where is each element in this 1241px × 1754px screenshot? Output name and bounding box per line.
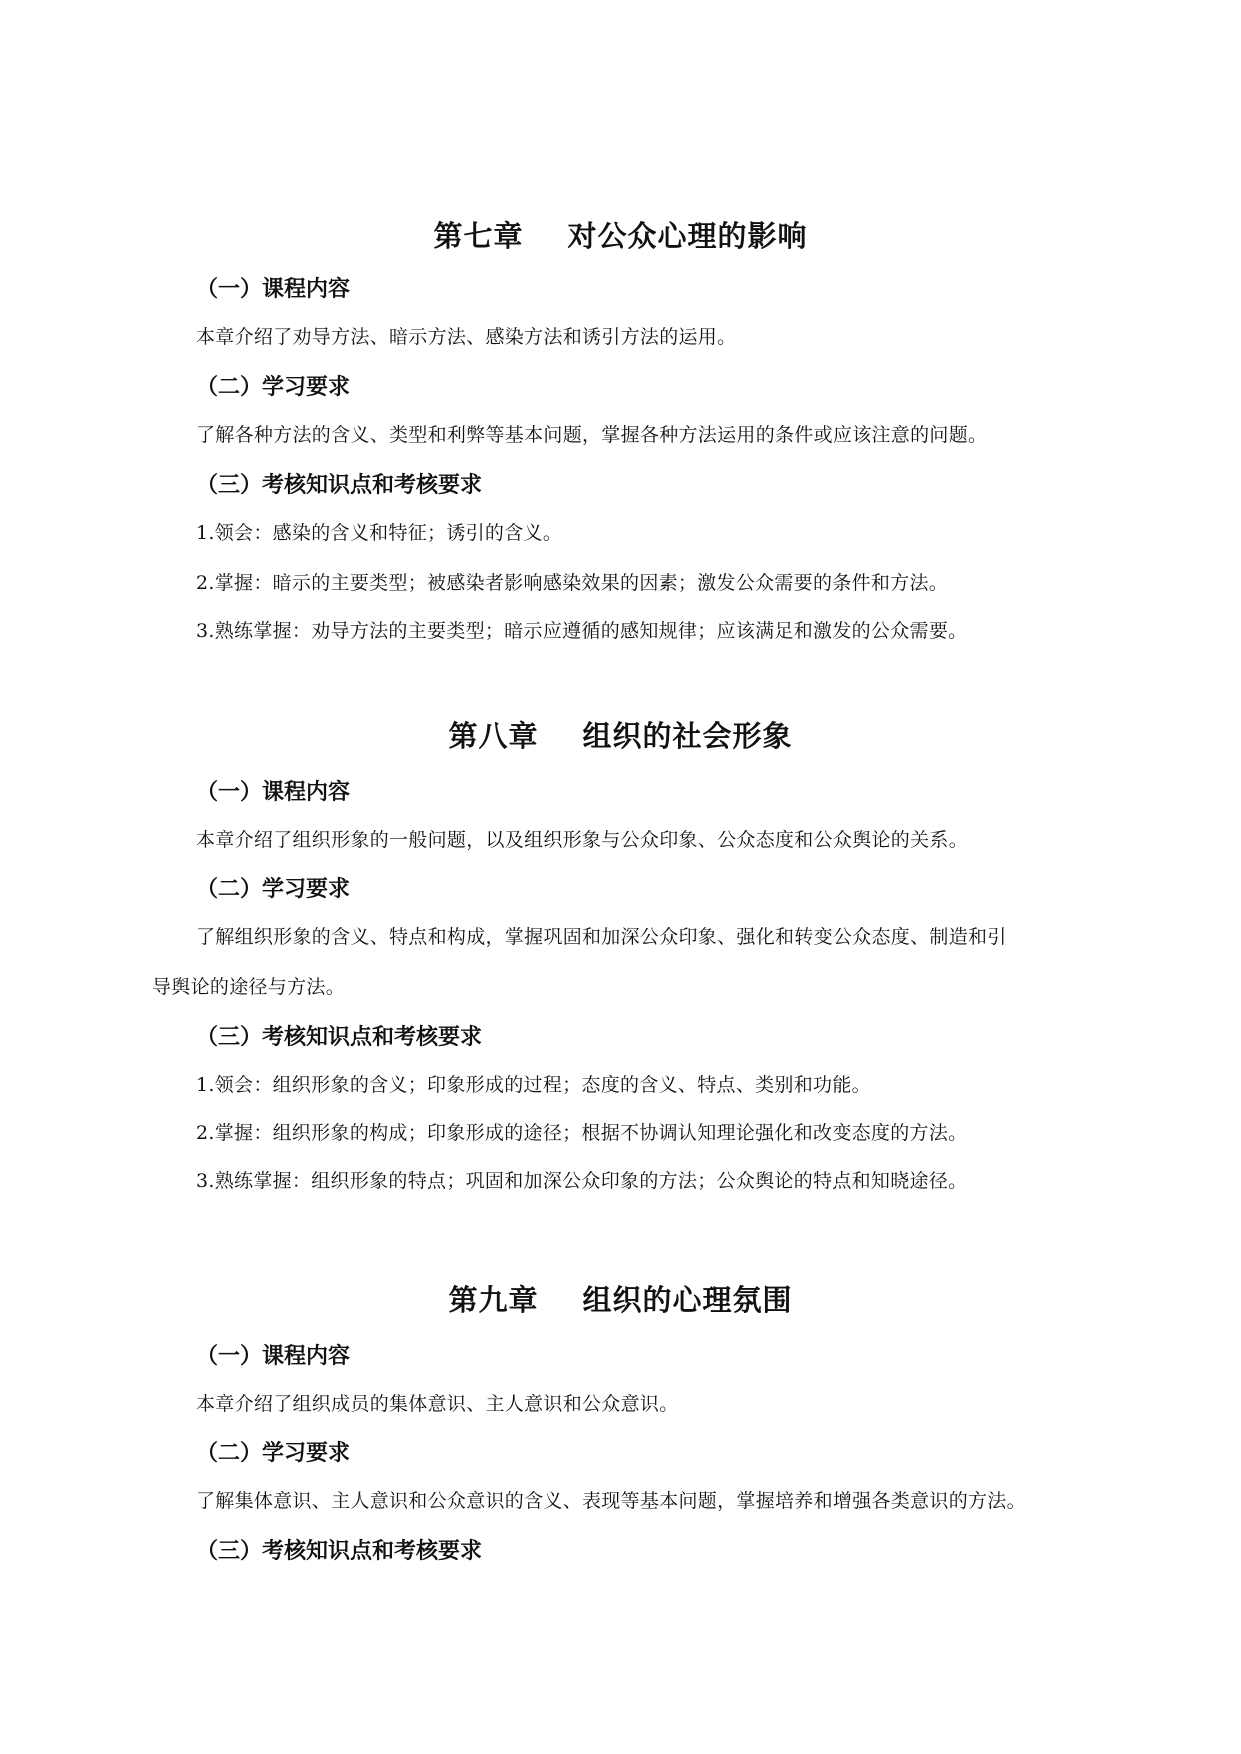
paragraph-line: 本章介绍了劝导方法、暗示方法、感染方法和诱引方法的运用。 — [196, 326, 737, 348]
section-heading: （一）课程内容 — [196, 277, 351, 302]
list-item: 3.熟练掌握：组织形象的特点；巩固和加深公众印象的方法；公众舆论的特点和知晓途径。 — [196, 1170, 968, 1192]
chapter-title: 第九章 组织的心理氛围 — [448, 1283, 793, 1317]
paragraph-line: 导舆论的途径与方法。 — [152, 976, 346, 998]
section-heading: （二）学习要求 — [196, 1441, 351, 1466]
chapter-title: 第七章 对公众心理的影响 — [433, 219, 808, 253]
list-item: 2.掌握：组织形象的构成；印象形成的途径；根据不协调认知理论强化和改变态度的方法。 — [196, 1122, 968, 1144]
paragraph-line: 了解组织形象的含义、特点和构成，掌握巩固和加深公众印象、强化和转变公众态度、制造和引 — [196, 926, 1007, 948]
list-item: 2.掌握：暗示的主要类型；被感染者影响感染效果的因素；激发公众需要的条件和方法。 — [196, 572, 949, 594]
list-item: 3.熟练掌握：劝导方法的主要类型；暗示应遵循的感知规律；应该满足和激发的公众需要。 — [196, 620, 968, 642]
chapter-title: 第八章 组织的社会形象 — [448, 719, 793, 753]
section-heading: （一）课程内容 — [196, 1344, 351, 1369]
list-item: 1.领会：感染的含义和特征；诱引的含义。 — [196, 522, 563, 544]
section-heading: （三）考核知识点和考核要求 — [196, 473, 483, 498]
section-heading: （三）考核知识点和考核要求 — [196, 1025, 483, 1050]
paragraph-line: 了解集体意识、主人意识和公众意识的含义、表现等基本问题，掌握培养和增强各类意识的方法。 — [196, 1490, 1026, 1512]
paragraph-line: 本章介绍了组织成员的集体意识、主人意识和公众意识。 — [196, 1393, 679, 1415]
section-heading: （一）课程内容 — [196, 780, 351, 805]
section-heading: （三）考核知识点和考核要求 — [196, 1539, 483, 1564]
paragraph-line: 了解各种方法的含义、类型和利弊等基本问题，掌握各种方法运用的条件或应该注意的问题。 — [196, 424, 988, 446]
list-item: 1.领会：组织形象的含义；印象形成的过程；态度的含义、特点、类别和功能。 — [196, 1074, 871, 1096]
section-heading: （二）学习要求 — [196, 877, 351, 902]
paragraph-line: 本章介绍了组织形象的一般问题，以及组织形象与公众印象、公众态度和公众舆论的关系。 — [196, 829, 969, 851]
section-heading: （二）学习要求 — [196, 375, 351, 400]
